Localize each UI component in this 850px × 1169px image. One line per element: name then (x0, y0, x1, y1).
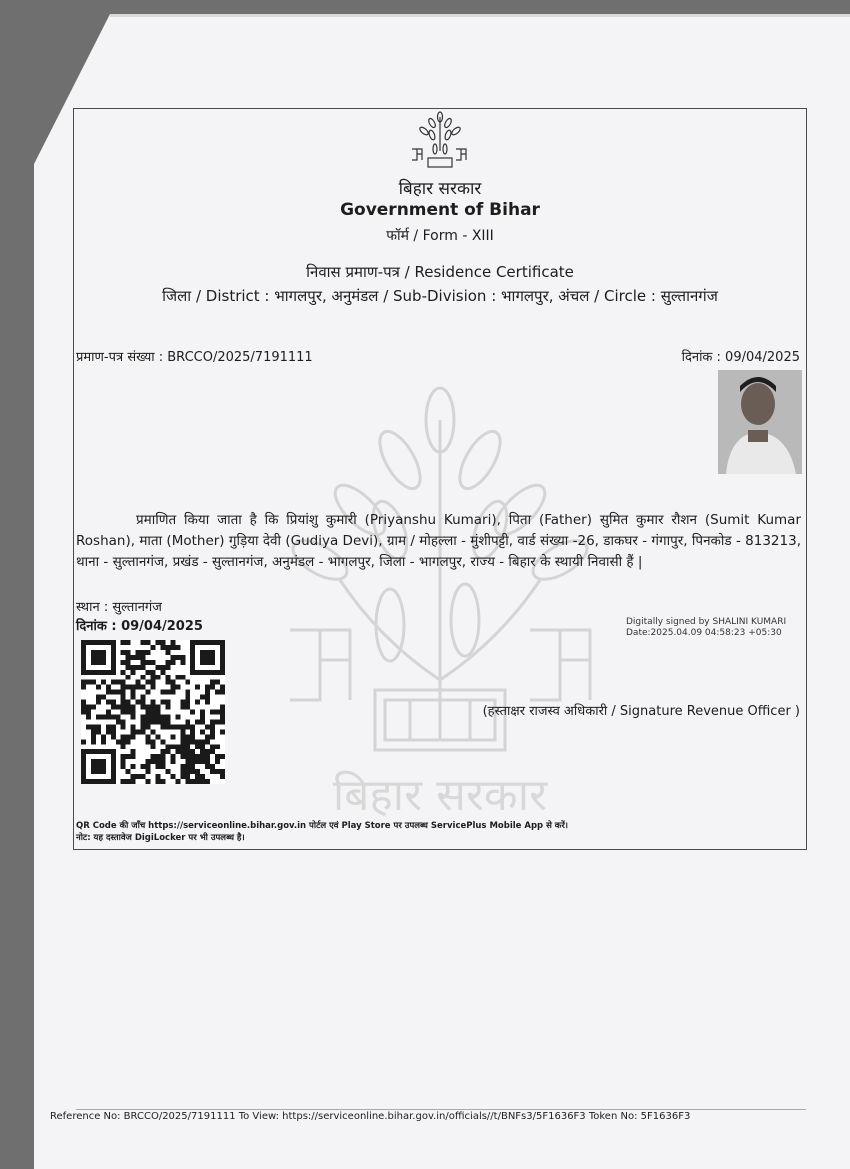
form-number: फॉर्म / Form - XIII (386, 228, 494, 244)
header-hindi-title: बिहार सरकार (398, 179, 482, 199)
issue-date: दिनांक : 09/04/2025 (681, 350, 800, 365)
watermark-text: बिहार सरकार (332, 770, 548, 821)
digilocker-note: नोट: यह दस्तावेज DigiLocker पर भी उपलब्ध है। (76, 833, 245, 843)
bihar-emblem-watermark (280, 380, 600, 840)
certificate-body: प्रमाणित किया जाता है कि प्रियांशु कुमारी (Priyanshu Kumari), पिता (Father) सुमित कुमार रौशन (Sumit Kumar Roshan), माता (Mother) गुड़िया देवी (Gudiya Devi), ग्राम / मोहल्ला - मुंशीपट्टी, वार्ड संख्या -26, डाकघर - गंगापुर, पिनकोड - 813213, थाना - सुल्तानगंज, प्रखंड - सुल्तानगंज, अनुमंडल - भागलपुर, जिला - भागलपुर, राज्य - बिहार के स्थायी निवासी हैं | (76, 512, 801, 570)
header-government-title: Government of Bihar (340, 200, 540, 220)
footer-reference (50, 1109, 806, 1122)
issue-place: स्थान : सुल्तानगंज (76, 600, 162, 615)
qr-code[interactable] (80, 640, 226, 784)
reference-text: Reference No: BRCCO/2025/7191111 To View: https://serviceonline.bihar.gov.in/officials//t/BNFs3/5F1636F3 Token No: 5F1636F3 (50, 1111, 691, 1122)
qr-verification-note: QR Code की जाँच https://serviceonline.bihar.gov.in पोर्टल एवं Play Store पर उपलब्ध ServicePlus Mobile App से करें। (76, 821, 569, 831)
district-line: जिला / District : भागलपुर, अनुमंडल / Sub-Division : भागलपुर, अंचल / Circle : सुल्तानगंज (162, 287, 718, 305)
digital-signature-name: Digitally signed by SHALINI KUMARI (626, 617, 787, 627)
signature-label: (हस्ताक्षर राजस्व अधिकारी / Signature Revenue Officer ) (482, 704, 800, 719)
place-date: दिनांक : 09/04/2025 (76, 619, 203, 634)
digital-signature (626, 617, 786, 639)
digital-signature-date: Date:2025.04.09 04:58:23 +05:30 (626, 628, 782, 638)
applicant-photo (718, 370, 802, 474)
bihar-emblem-icon (410, 111, 470, 169)
certificate-number: प्रमाण-पत्र संख्या : BRCCO/2025/7191111 (76, 350, 313, 365)
certificate-title: निवास प्रमाण-पत्र / Residence Certificate (306, 263, 574, 281)
page-edge (110, 14, 850, 17)
